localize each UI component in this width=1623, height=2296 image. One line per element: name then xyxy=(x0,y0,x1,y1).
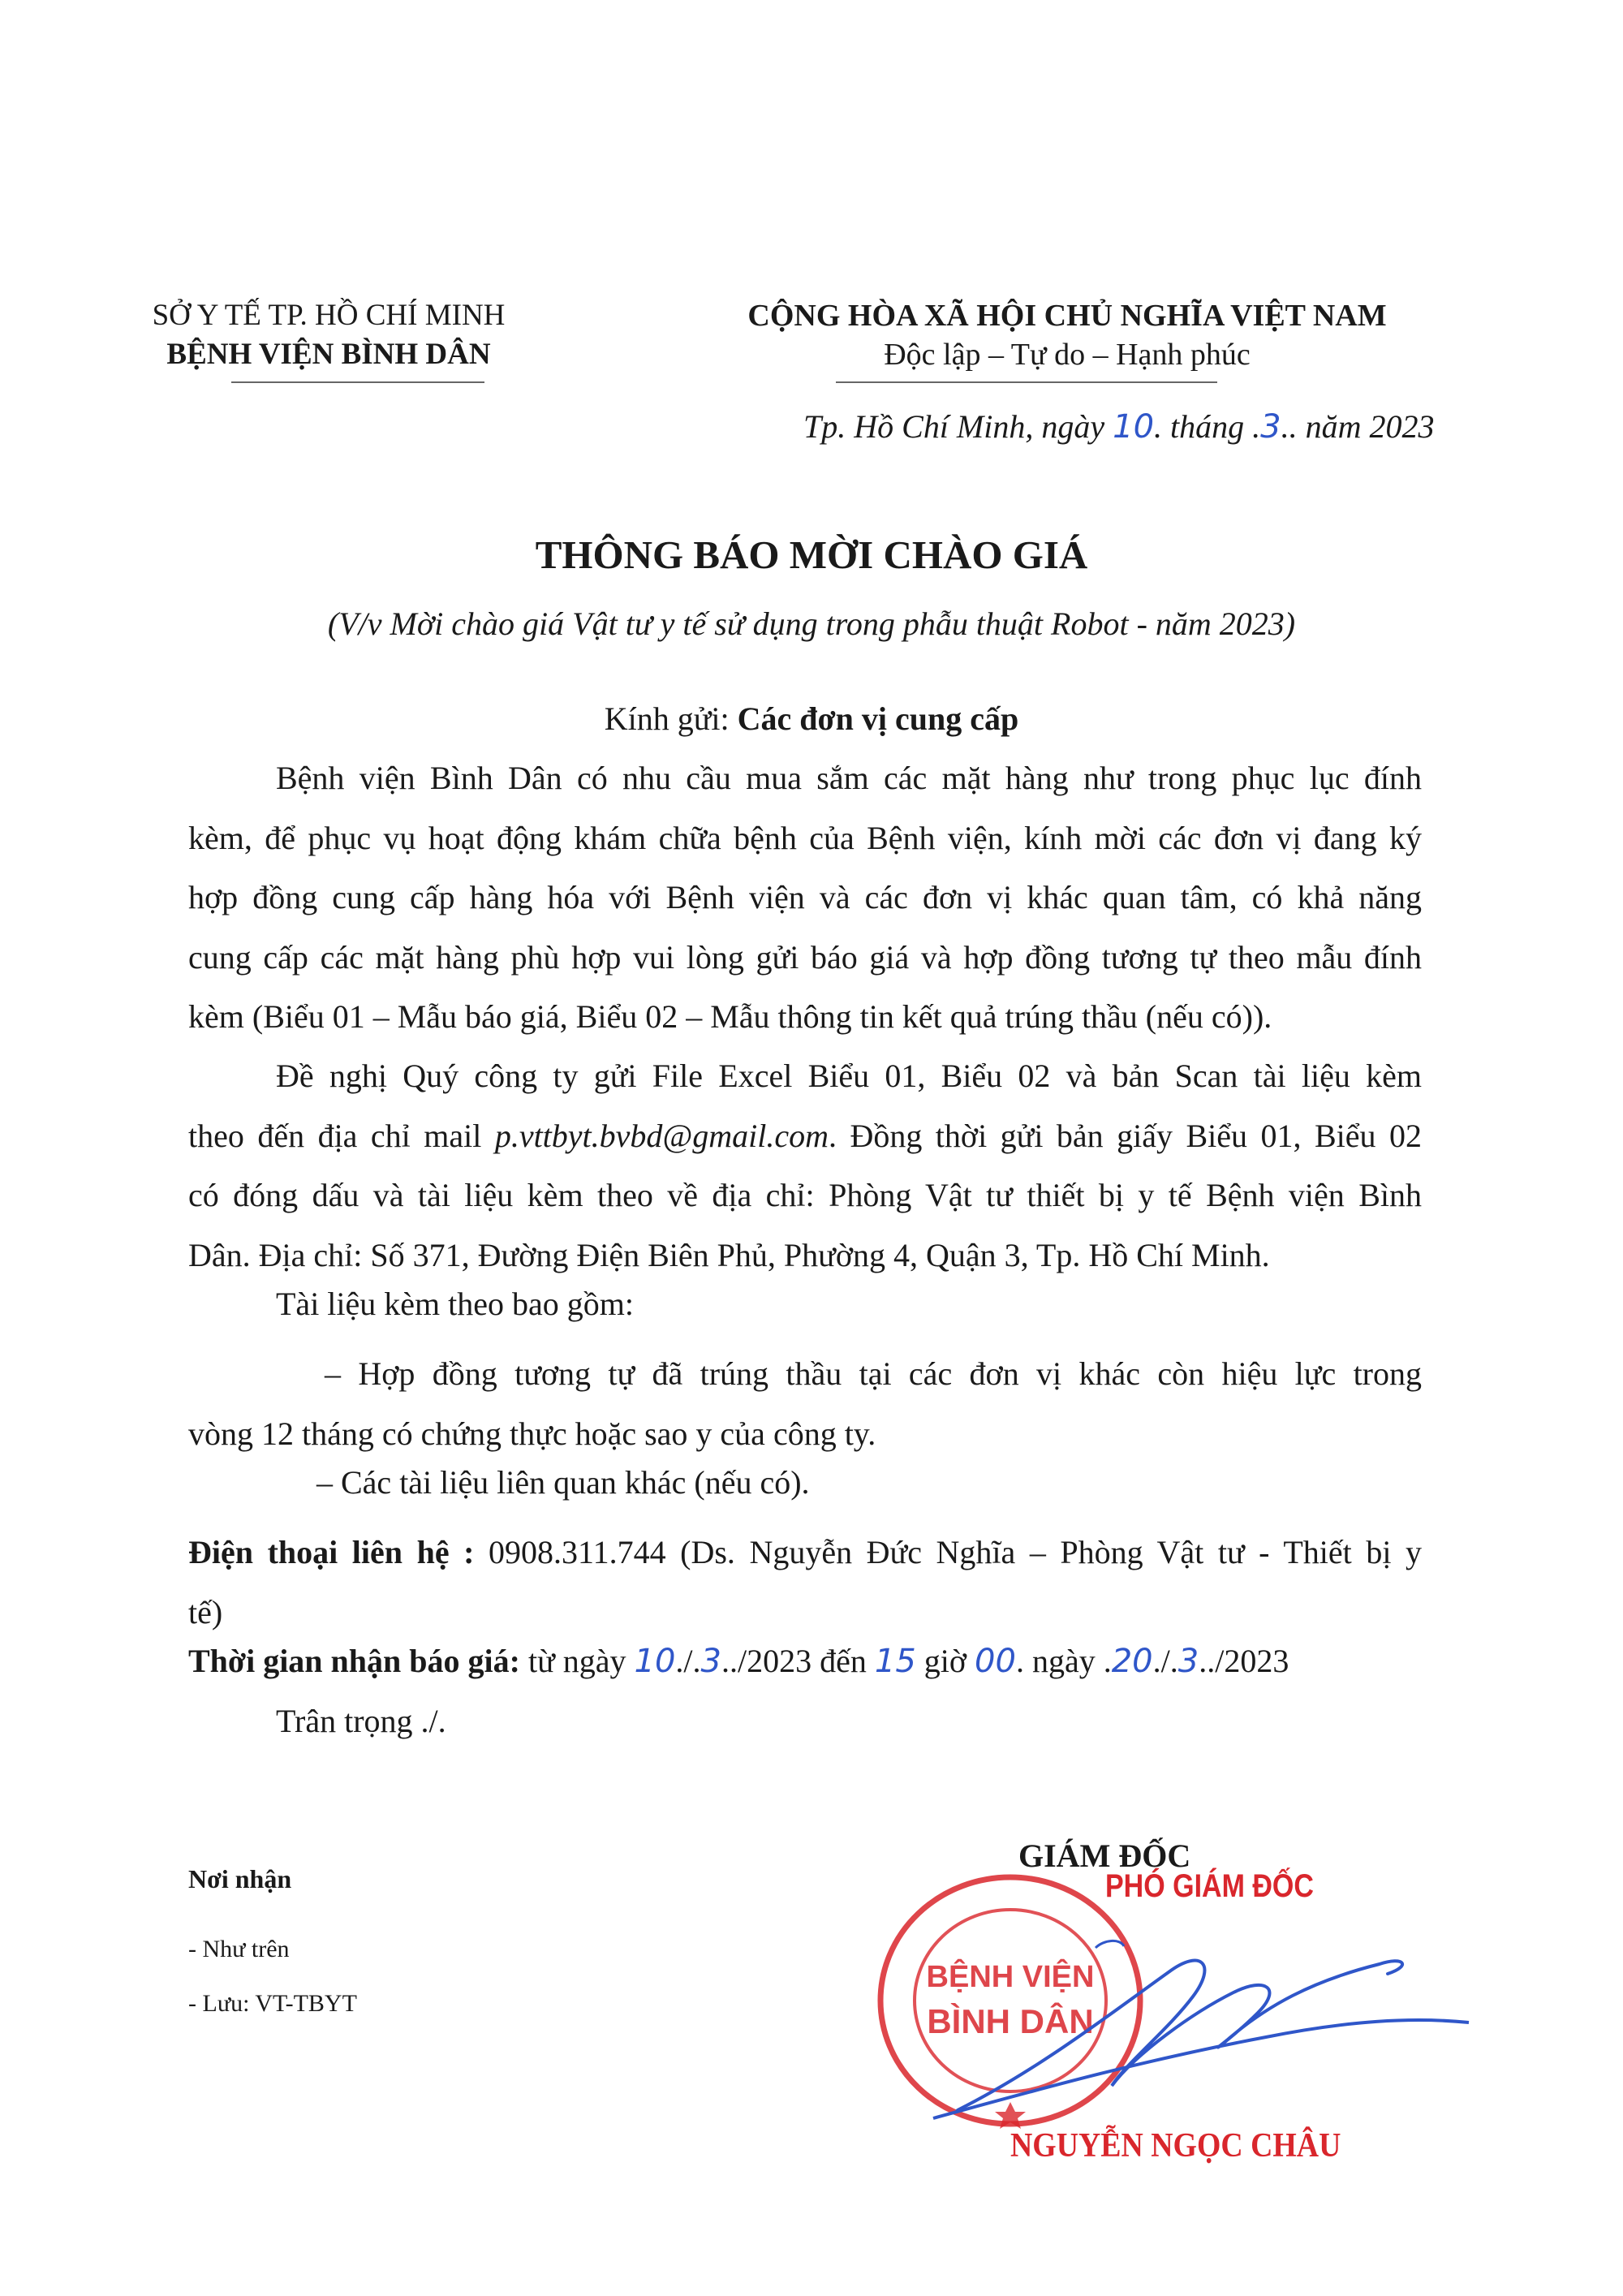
closing-regards: Trân trọng ./. xyxy=(276,1703,446,1739)
contact-phone xyxy=(188,1523,1422,1642)
quote-hour: 15 xyxy=(874,1643,916,1680)
signer-name: NGUYỄN NGỌC CHÂU xyxy=(1010,2127,1341,2165)
paragraph-line: hợp đồng cung cấp hàng hóa với Bệnh viện và các đơn vị khác quan tâm, có khả năng xyxy=(188,879,1422,915)
contact-label: Điện thoại liên hệ : xyxy=(188,1534,489,1570)
document-title: THÔNG BÁO MỜI CHÀO GIÁ xyxy=(535,532,1088,577)
stamp-text-1: BỆNH VIỆN xyxy=(926,1960,1095,1994)
date-year-label: .. năm 2023 xyxy=(1281,408,1435,445)
quote-year-1: ../2023 đến xyxy=(721,1643,875,1679)
paragraph-line-email xyxy=(188,1106,1422,1166)
attachment-item-1 xyxy=(188,1344,1422,1463)
quote-from-day: 10 xyxy=(634,1643,676,1680)
motto-underline xyxy=(836,381,1217,383)
issuer-block xyxy=(114,296,544,374)
salutation-label: Kính gửi: xyxy=(604,700,738,737)
date-sep: ./. xyxy=(1152,1643,1178,1679)
national-header xyxy=(649,296,1485,374)
national-motto: Độc lập – Tự do – Hạnh phúc xyxy=(884,338,1251,372)
issuer-hospital: BỆNH VIỆN BÌNH DÂN xyxy=(166,338,491,371)
recipients-title: Nơi nhận xyxy=(188,1864,292,1893)
email-lead-text: theo đến địa chỉ mail xyxy=(188,1117,495,1154)
paragraph-line: Dân. Địa chỉ: Số 371, Đường Điện Biên Phủ, Phường 4, Quận 3, Tp. Hồ Chí Minh. xyxy=(188,1236,1270,1273)
email-trail-text: . Đồng thời gửi bản giấy Biểu 01, Biểu 02 xyxy=(828,1117,1422,1154)
contact-line-2: tế) xyxy=(188,1593,223,1630)
handwritten-signature-icon xyxy=(925,1915,1477,2143)
paragraph-purpose xyxy=(188,748,1422,1047)
date-day-handwritten: 10 xyxy=(1113,408,1155,446)
salutation-recipient: Các đơn vị cung cấp xyxy=(737,700,1019,737)
salutation xyxy=(0,700,1623,738)
date-sep: ./. xyxy=(675,1643,701,1679)
contact-email[interactable]: p.vttbyt.bvbd@gmail.com xyxy=(494,1117,829,1154)
recipient-item: - Như trên xyxy=(188,1936,290,1962)
national-title: CỘNG HÒA XÃ HỘI CHỦ NGHĨA VIỆT NAM xyxy=(747,299,1387,333)
attachment-item-2: – Các tài liệu liên quan khác (nếu có). xyxy=(316,1464,810,1501)
quote-year-2: ../2023 xyxy=(1199,1643,1289,1679)
attachments-label: Tài liệu kèm theo bao gồm: xyxy=(276,1286,634,1322)
attachment-line: vòng 12 tháng có chứng thực hoặc sao y của công ty. xyxy=(188,1415,876,1452)
quote-from-text: từ ngày xyxy=(527,1643,635,1679)
stamp-text-2: BÌNH DÂN xyxy=(927,2002,1094,2040)
date-month-label: . tháng . xyxy=(1154,408,1261,445)
quote-hour-label: giờ xyxy=(915,1643,975,1679)
date-prefix: Tp. Hồ Chí Minh, ngày xyxy=(803,408,1113,445)
quote-minute: 00 xyxy=(975,1643,1016,1680)
quote-day-label: . ngày . xyxy=(1015,1643,1112,1679)
paragraph-submission xyxy=(188,1046,1422,1285)
quote-to-month: 3 xyxy=(1177,1643,1199,1680)
signer-title: GIÁM ĐỐC xyxy=(1018,1837,1191,1874)
attachment-line: – Hợp đồng tương tự đã trúng thầu tại các đơn vị khác còn hiệu lực trong xyxy=(325,1355,1422,1392)
contact-line xyxy=(188,1523,1422,1583)
paragraph-line: cung cấp các mặt hàng phù hợp vui lòng gửi báo giá và hợp đồng tương tự theo mẫu đính xyxy=(188,938,1422,976)
contact-details: 0908.311.744 (Ds. Nguyễn Đức Nghĩa – Phòng Vật tư - Thiết bị y xyxy=(489,1534,1422,1570)
paragraph-line: có đóng dấu và tài liệu kèm theo về địa chỉ: Phòng Vật tư thiết bị y tế Bệnh viện Bình xyxy=(188,1177,1422,1213)
paragraph-line: Bệnh viện Bình Dân có nhu cầu mua sắm các mặt hàng như trong phục lục đính xyxy=(276,760,1422,796)
quote-time xyxy=(188,1642,1289,1680)
issuer-department: SỞ Y TẾ TP. HỒ CHÍ MINH xyxy=(152,299,506,332)
paragraph-line: kèm (Biểu 01 – Mẫu báo giá, Biểu 02 – Mẫu thông tin kết quả trúng thầu (nếu có)). xyxy=(188,998,1272,1035)
vice-director-stamp: PHÓ GIÁM ĐỐC xyxy=(1105,1868,1314,1904)
date-month-handwritten: 3 xyxy=(1260,408,1281,446)
issuer-underline xyxy=(231,381,484,383)
paragraph-line: kèm, để phục vụ hoạt động khám chữa bệnh của Bệnh viện, kính mời các đơn vị đang ký xyxy=(188,819,1422,856)
document-subtitle: (V/v Mời chào giá Vật tư y tế sử dụng trong phẫu thuật Robot - năm 2023) xyxy=(327,605,1296,642)
document-date xyxy=(803,407,1435,446)
quote-to-day: 20 xyxy=(1111,1643,1153,1680)
paragraph-line: Đề nghị Quý công ty gửi File Excel Biểu 01, Biểu 02 và bản Scan tài liệu kèm xyxy=(276,1058,1422,1094)
quote-time-label: Thời gian nhận báo giá: xyxy=(188,1643,528,1679)
quote-from-month: 3 xyxy=(700,1643,721,1680)
recipient-item: - Lưu: VT-TBYT xyxy=(188,1990,357,2017)
